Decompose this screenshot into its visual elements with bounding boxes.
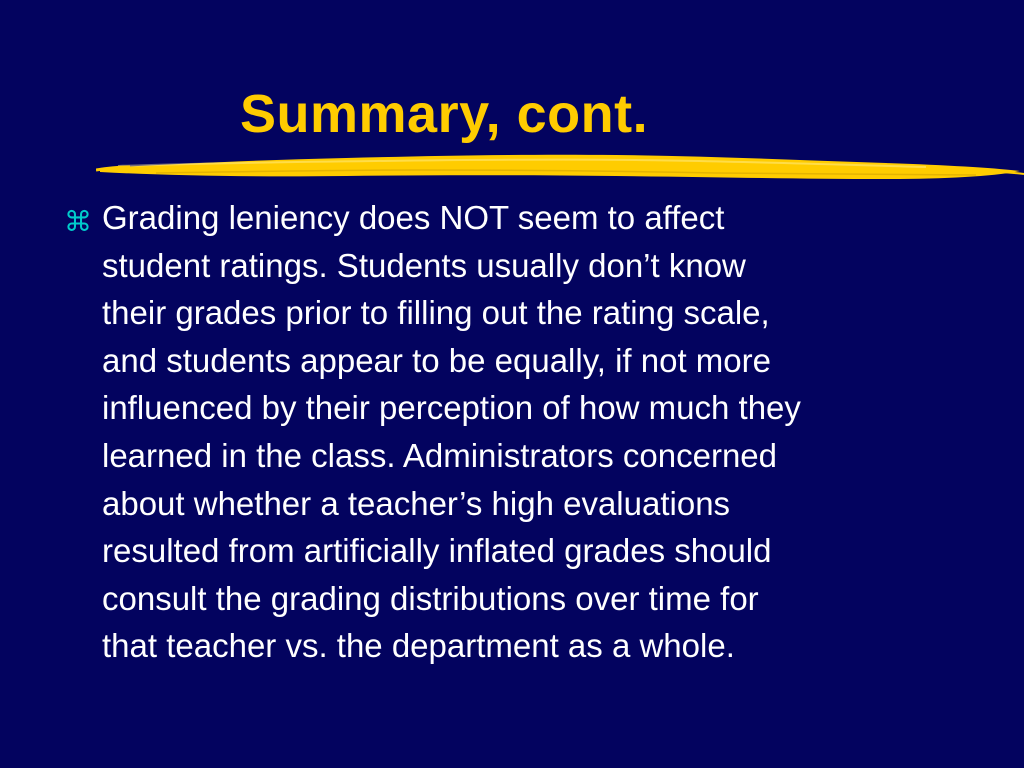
paragraph-line: and students appear to be equally, if not more [102,341,771,379]
paragraph-line: influenced by their perception of how much they [102,389,801,427]
paragraph-line: student ratings. Students usually don’t know [102,246,746,284]
paragraph-line: resulted from artificially inflated grades should [102,532,772,570]
command-key-icon: ⌘ [64,205,92,238]
paragraph-line: consult the grading distributions over time for [102,579,759,617]
bullet-block [64,194,964,670]
bullet-paragraph [102,194,964,670]
paragraph-line: Grading leniency does NOT seem to affect [102,199,725,236]
title-brush-underline [96,146,1024,190]
slide-title: Summary, cont. [240,84,649,144]
paragraph-line: learned in the class. Administrators concerned [102,436,778,474]
paragraph-line: their grades prior to filling out the rating scale, [102,294,770,332]
paragraph-line: about whether a teacher’s high evaluations [102,484,731,522]
paragraph-line: that teacher vs. the department as a whole. [102,627,735,665]
